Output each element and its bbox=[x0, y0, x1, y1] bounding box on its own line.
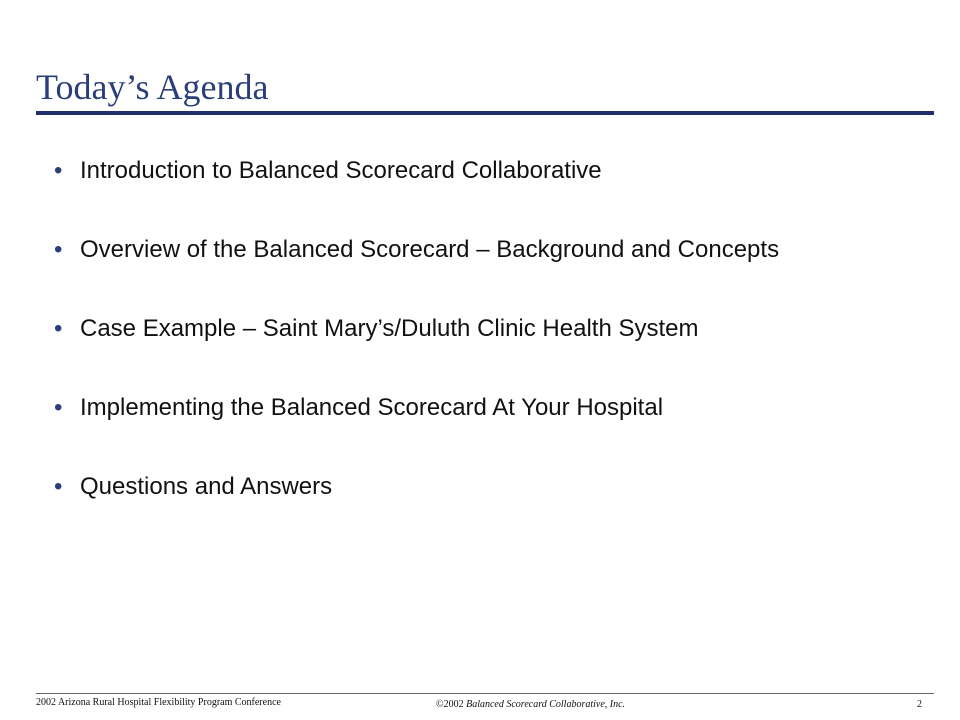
agenda-item bbox=[54, 390, 924, 426]
copyright-organization: Balanced Scorecard Collaborative, Inc. bbox=[466, 699, 626, 710]
agenda-item bbox=[54, 311, 924, 347]
agenda-item-text: Case Example – Saint Mary’s/Duluth Clinic Health System bbox=[80, 315, 699, 342]
slide-title: Today’s Agenda bbox=[36, 67, 269, 107]
bullet-icon: • bbox=[54, 315, 63, 342]
agenda-item-text: Introduction to Balanced Scorecard Collaborative bbox=[80, 157, 602, 184]
footer-divider bbox=[36, 693, 934, 694]
page-number: 2 bbox=[917, 699, 922, 710]
bullet-icon: • bbox=[54, 473, 63, 500]
copyright-prefix: ©2002 bbox=[436, 699, 467, 710]
footer-conference-name: 2002 Arizona Rural Hospital Flexibility Program Conference bbox=[36, 697, 281, 708]
agenda-item bbox=[54, 153, 924, 189]
agenda-item-text: Questions and Answers bbox=[80, 473, 333, 500]
bullet-icon: • bbox=[54, 236, 63, 263]
agenda-item bbox=[54, 469, 924, 505]
agenda-item-text: Implementing the Balanced Scorecard At Your Hospital bbox=[80, 394, 664, 421]
title-divider bbox=[36, 111, 934, 115]
bullet-icon: • bbox=[54, 394, 63, 421]
agenda-item bbox=[54, 232, 924, 268]
footer-copyright bbox=[436, 699, 625, 711]
bullet-icon: • bbox=[54, 157, 63, 184]
agenda-item-text: Overview of the Balanced Scorecard – Background and Concepts bbox=[80, 236, 780, 263]
agenda-list bbox=[54, 153, 924, 505]
